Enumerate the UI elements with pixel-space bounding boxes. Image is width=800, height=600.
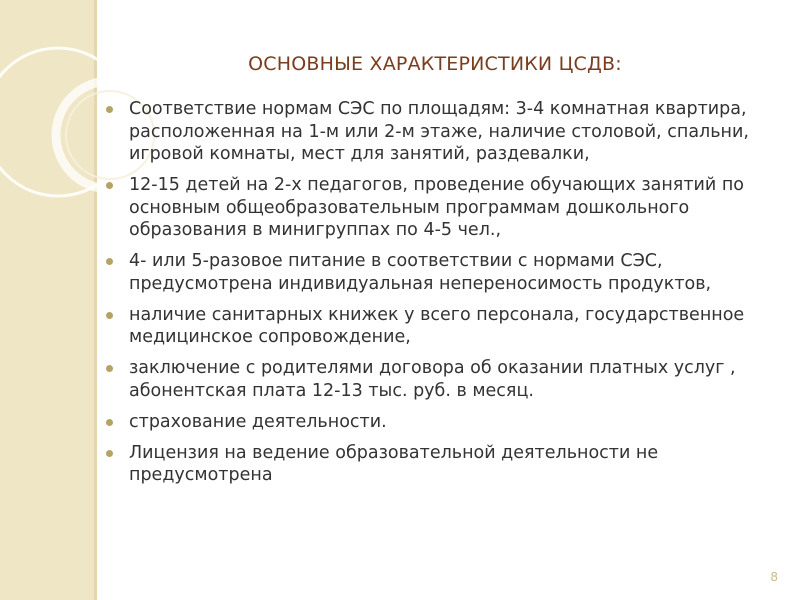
bullet-item	[105, 442, 765, 487]
bullet-dot-icon	[106, 450, 113, 457]
bullet-dot-icon	[106, 106, 113, 113]
bullet-item	[105, 357, 765, 402]
left-decorative-band	[0, 0, 94, 600]
bullet-item	[105, 304, 765, 349]
bullet-dot-icon	[106, 182, 113, 189]
bullet-item	[105, 250, 765, 295]
bullet-item	[105, 98, 765, 166]
bullet-dot-icon	[106, 258, 113, 265]
bullet-dot-icon	[106, 312, 113, 319]
bullet-item	[105, 174, 765, 242]
bullet-dot-icon	[106, 419, 113, 426]
bullet-text: заключение с родителями договора об оказании платных услуг , абонентская плата 12-13 тыс. руб. в месяц.	[129, 358, 736, 401]
page-number: 8	[770, 570, 778, 584]
bullet-text: Лицензия на ведение образовательной деятельности не предусмотрена	[129, 442, 659, 485]
bullet-text: Соответствие нормам СЭС по площадям: 3-4 комнатная квартира, расположенная на 1-м или 2-м этаже, наличие столовой, спальни, игровой комнаты, мест для занятий, раздевалки,	[129, 99, 749, 164]
bullet-text: 4- или 5-разовое питание в соответствии с нормами СЭС, предусмотрена индивидуальная непереносимость продуктов,	[129, 251, 712, 294]
bullet-text: наличие санитарных книжек у всего персонала, государственное медицинское сопровождение,	[129, 304, 745, 347]
bullet-item	[105, 411, 765, 434]
bullet-text: страхование деятельности.	[129, 411, 387, 432]
slide-title: ОСНОВНЫЕ ХАРАКТЕРИСТИКИ ЦСДВ:	[248, 53, 622, 75]
bullet-text: 12-15 детей на 2-х педагогов, проведение обучающих занятий по основным общеобразовательным программам дошкольного образования в минигруппах по 4-5 чел.,	[129, 175, 744, 240]
bullet-list	[105, 98, 765, 495]
band-divider	[94, 0, 97, 600]
bullet-dot-icon	[106, 365, 113, 372]
